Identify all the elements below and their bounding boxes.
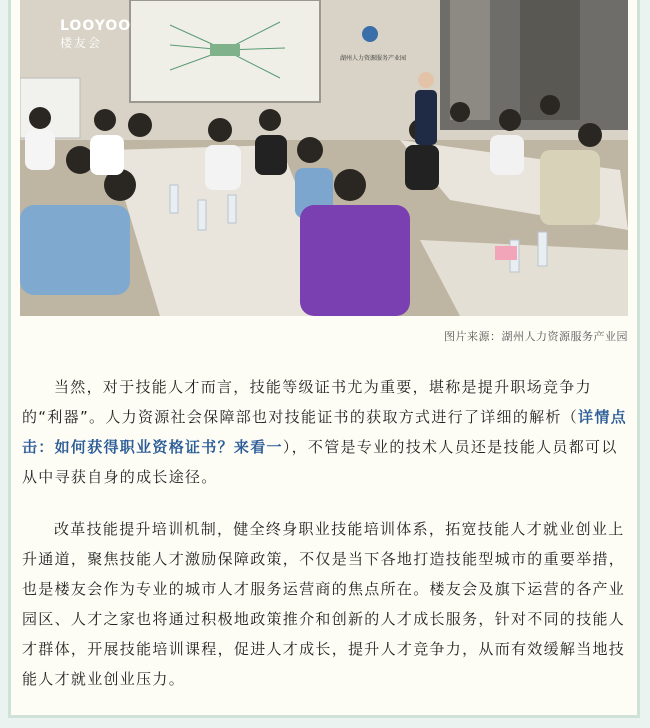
paragraph-1 bbox=[22, 372, 628, 492]
looyoo-logo bbox=[60, 18, 131, 51]
photo-caption: 图片来源：湖州人力资源服务产业园 bbox=[444, 330, 628, 343]
paragraph-1-text: 当然，对于技能人才而言，技能等级证书尤为重要，堪称是提升职场竞争力的“利器”。人力资源社会保障部也对技能证书的获取方式进行了详细的解析（ bbox=[22, 378, 592, 426]
training-photo bbox=[20, 0, 628, 316]
wall-sign-text: 湖州人力资源服务产业园 bbox=[340, 55, 407, 62]
certificate-link[interactable]: 详情点击：如何获得职业资格证书？来看一 bbox=[22, 408, 627, 456]
paragraph-2 bbox=[22, 514, 628, 694]
paragraph-1-tail: ），不管是专业的技术人员还是技能人员都可以从中寻获自身的成长途径。 bbox=[22, 438, 618, 486]
logo-wordmark: LOOYOO bbox=[60, 18, 132, 34]
paragraph-2-text: 改革技能提升培训机制，健全终身职业技能培训体系，拓宽技能人才就业创业上升通道，聚焦技能人才激励保障政策，不仅是当下各地打造技能型城市的重要举措，也是楼友会作为专业的城市人才服务运营商的焦点所在。楼友会及旗下运营的各产业园区、人才之家也将通过积极地政策推介和创新的人才成长服务，针对不同的技能人才群体，开展技能培训课程，促进人才成长，提升人才竞争力，从而有效缓解当地技能人才就业创业压力。 bbox=[22, 520, 626, 688]
logo-chinese: 楼友会 bbox=[60, 36, 103, 50]
